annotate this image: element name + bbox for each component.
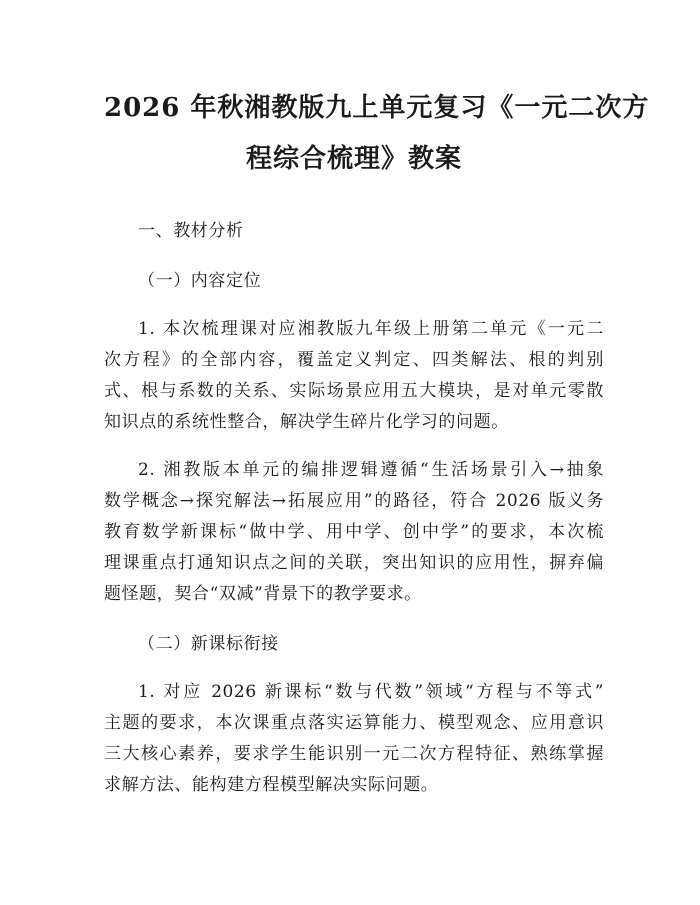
paragraph-line: 三大核心素养，要求学生能识别一元二次方程特征、熟练掌握 [104, 744, 604, 764]
paragraph-line: 式、根与系数的关系、实际场景应用五大模块，是对单元零散 [104, 381, 604, 401]
paragraph-line: 次方程》的全部内容，覆盖定义判定、四类解法、根的判别 [104, 350, 604, 370]
title-line: 程综合梳理》教案 [245, 144, 462, 174]
paragraph-line: 题怪题，契合“双减”背景下的教学要求。 [104, 584, 422, 604]
subsection-heading-content-positioning: （一）内容定位 [138, 271, 262, 291]
paragraph-line: 教育数学新课标“做中学、用中学、创中学”的要求，本次梳 [104, 522, 604, 542]
document-title [104, 83, 650, 185]
document-body [104, 216, 604, 801]
paragraph-line: 数学概念→探究解法→拓展应用”的路径，符合 2026 版义务 [104, 491, 604, 511]
paragraph-content-positioning-1 [104, 314, 604, 438]
paragraph-line: 2. 湘教版本单元的编排逻辑遵循“生活场景引入→抽象 [138, 460, 604, 480]
subsection-heading-curriculum-standard-link: （二）新课标衔接 [138, 634, 279, 654]
paragraph-content-positioning-2 [104, 455, 604, 610]
paragraph-line: 理课重点打通知识点之间的关联，突出知识的应用性，摒弃偏 [104, 553, 604, 573]
paragraph-line: 1. 本次梳理课对应湘教版九年级上册第二单元《一元二 [138, 319, 604, 339]
paragraph-curriculum-standard-link-1 [104, 677, 604, 801]
paragraph-line: 主题的要求，本次课重点落实运算能力、模型观念、应用意识 [104, 713, 604, 733]
title-line: 2026 年秋湘教版九上单元复习《一元二次方 [104, 93, 650, 123]
section-heading-teaching-material-analysis: 一、教材分析 [138, 221, 244, 241]
paragraph-line: 知识点的系统性整合，解决学生碎片化学习的问题。 [104, 412, 509, 432]
paragraph-line: 求解方法、能构建方程模型解决实际问题。 [104, 775, 439, 795]
paragraph-line: 1. 对应 2026 新课标“数与代数”领域“方程与不等式” [138, 682, 604, 702]
